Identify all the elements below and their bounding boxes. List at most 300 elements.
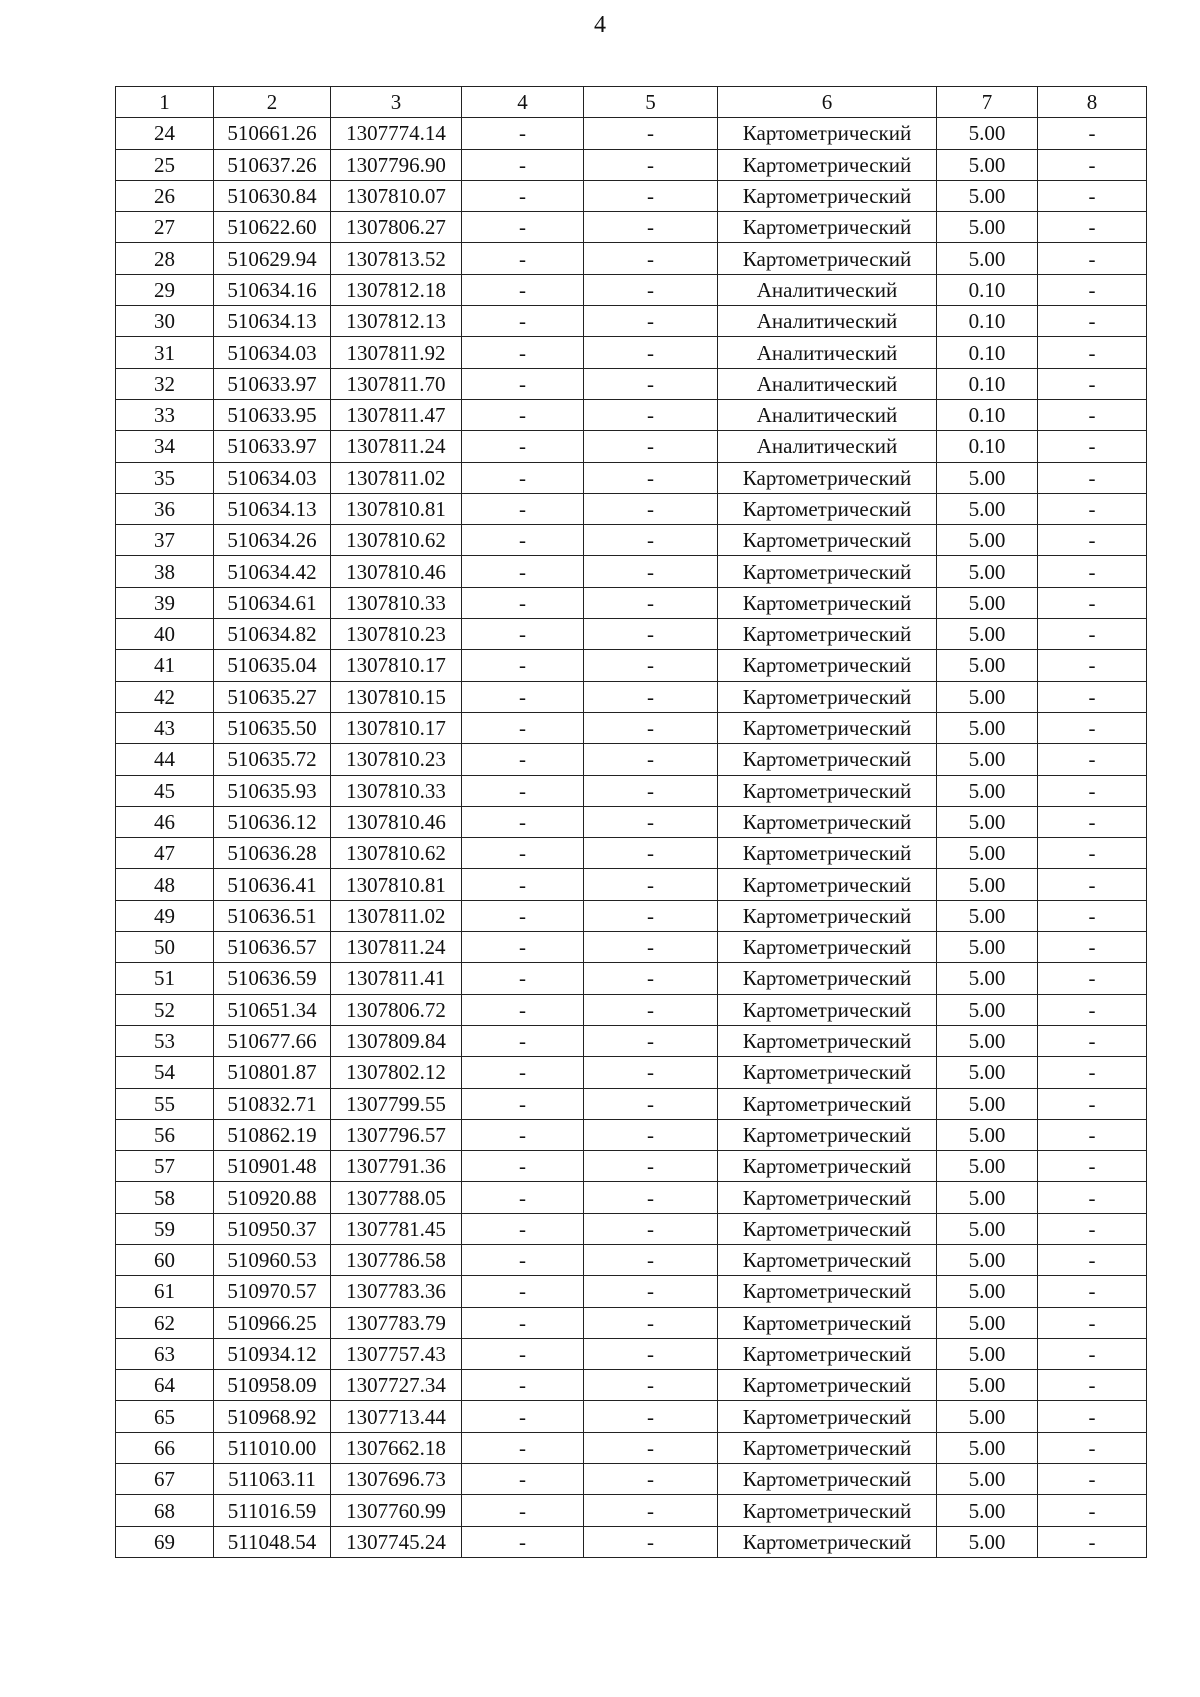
method-cell: Картометрический xyxy=(718,712,937,743)
column-5-cell: - xyxy=(584,712,718,743)
table-row xyxy=(116,1119,1147,1150)
column-4-cell: - xyxy=(462,1182,584,1213)
method-cell: Картометрический xyxy=(718,650,937,681)
accuracy-cell: 5.00 xyxy=(937,1401,1038,1432)
y-coordinate-cell: 1307745.24 xyxy=(331,1526,462,1557)
method-cell: Картометрический xyxy=(718,556,937,587)
y-coordinate-cell: 1307788.05 xyxy=(331,1182,462,1213)
method-cell: Картометрический xyxy=(718,1307,937,1338)
column-4-cell: - xyxy=(462,493,584,524)
y-coordinate-cell: 1307810.17 xyxy=(331,650,462,681)
x-coordinate-cell: 511063.11 xyxy=(214,1464,331,1495)
table-row xyxy=(116,149,1147,180)
column-5-cell: - xyxy=(584,1401,718,1432)
column-5-cell: - xyxy=(584,1432,718,1463)
y-coordinate-cell: 1307796.90 xyxy=(331,149,462,180)
table-row xyxy=(116,712,1147,743)
column-5-cell: - xyxy=(584,212,718,243)
column-8-cell: - xyxy=(1038,1151,1147,1182)
y-coordinate-cell: 1307810.81 xyxy=(331,493,462,524)
accuracy-cell: 5.00 xyxy=(937,1151,1038,1182)
column-4-cell: - xyxy=(462,274,584,305)
x-coordinate-cell: 510635.27 xyxy=(214,681,331,712)
table-row xyxy=(116,963,1147,994)
y-coordinate-cell: 1307662.18 xyxy=(331,1432,462,1463)
column-8-cell: - xyxy=(1038,1401,1147,1432)
accuracy-cell: 0.10 xyxy=(937,306,1038,337)
accuracy-cell: 5.00 xyxy=(937,1432,1038,1463)
method-cell: Аналитический xyxy=(718,368,937,399)
column-5-cell: - xyxy=(584,1182,718,1213)
method-cell: Картометрический xyxy=(718,212,937,243)
x-coordinate-cell: 511016.59 xyxy=(214,1495,331,1526)
column-4-cell: - xyxy=(462,1213,584,1244)
point-number-cell: 57 xyxy=(116,1151,214,1182)
accuracy-cell: 5.00 xyxy=(937,963,1038,994)
y-coordinate-cell: 1307783.79 xyxy=(331,1307,462,1338)
table-row xyxy=(116,1307,1147,1338)
column-4-cell: - xyxy=(462,963,584,994)
method-cell: Картометрический xyxy=(718,493,937,524)
column-8-cell: - xyxy=(1038,118,1147,149)
y-coordinate-cell: 1307810.23 xyxy=(331,619,462,650)
point-number-cell: 67 xyxy=(116,1464,214,1495)
column-4-cell: - xyxy=(462,619,584,650)
point-number-cell: 61 xyxy=(116,1276,214,1307)
table-row xyxy=(116,744,1147,775)
column-8-cell: - xyxy=(1038,963,1147,994)
point-number-cell: 24 xyxy=(116,118,214,149)
table-row xyxy=(116,1276,1147,1307)
y-coordinate-cell: 1307791.36 xyxy=(331,1151,462,1182)
table-row xyxy=(116,838,1147,869)
column-8-cell: - xyxy=(1038,681,1147,712)
method-cell: Картометрический xyxy=(718,1151,937,1182)
column-5-cell: - xyxy=(584,1025,718,1056)
accuracy-cell: 5.00 xyxy=(937,462,1038,493)
x-coordinate-cell: 510636.28 xyxy=(214,838,331,869)
column-8-cell: - xyxy=(1038,1119,1147,1150)
column-4-cell: - xyxy=(462,1526,584,1557)
method-cell: Картометрический xyxy=(718,1057,937,1088)
table-row xyxy=(116,1338,1147,1369)
y-coordinate-cell: 1307727.34 xyxy=(331,1370,462,1401)
table-row xyxy=(116,1495,1147,1526)
x-coordinate-cell: 510634.42 xyxy=(214,556,331,587)
table-row xyxy=(116,118,1147,149)
table-body xyxy=(116,118,1147,1558)
table-row xyxy=(116,368,1147,399)
column-4-cell: - xyxy=(462,744,584,775)
method-cell: Картометрический xyxy=(718,1495,937,1526)
accuracy-cell: 5.00 xyxy=(937,1464,1038,1495)
column-5-cell: - xyxy=(584,149,718,180)
table-row xyxy=(116,1432,1147,1463)
point-number-cell: 69 xyxy=(116,1526,214,1557)
column-5-cell: - xyxy=(584,1464,718,1495)
column-5-cell: - xyxy=(584,1119,718,1150)
column-8-cell: - xyxy=(1038,149,1147,180)
column-5-cell: - xyxy=(584,306,718,337)
column-5-cell: - xyxy=(584,619,718,650)
point-number-cell: 56 xyxy=(116,1119,214,1150)
method-cell: Картометрический xyxy=(718,587,937,618)
x-coordinate-cell: 510634.03 xyxy=(214,462,331,493)
accuracy-cell: 0.10 xyxy=(937,431,1038,462)
accuracy-cell: 0.10 xyxy=(937,368,1038,399)
point-number-cell: 29 xyxy=(116,274,214,305)
column-8-cell: - xyxy=(1038,869,1147,900)
column-4-cell: - xyxy=(462,1057,584,1088)
method-cell: Картометрический xyxy=(718,775,937,806)
y-coordinate-cell: 1307806.72 xyxy=(331,994,462,1025)
point-number-cell: 49 xyxy=(116,900,214,931)
column-4-cell: - xyxy=(462,462,584,493)
column-8-cell: - xyxy=(1038,1182,1147,1213)
column-8-cell: - xyxy=(1038,1526,1147,1557)
column-5-cell: - xyxy=(584,744,718,775)
point-number-cell: 63 xyxy=(116,1338,214,1369)
accuracy-cell: 5.00 xyxy=(937,556,1038,587)
column-8-cell: - xyxy=(1038,180,1147,211)
column-8-cell: - xyxy=(1038,806,1147,837)
x-coordinate-cell: 510801.87 xyxy=(214,1057,331,1088)
x-coordinate-cell: 510636.51 xyxy=(214,900,331,931)
column-8-cell: - xyxy=(1038,556,1147,587)
table-row xyxy=(116,681,1147,712)
point-number-cell: 54 xyxy=(116,1057,214,1088)
column-4-cell: - xyxy=(462,1495,584,1526)
y-coordinate-cell: 1307811.02 xyxy=(331,900,462,931)
column-4-cell: - xyxy=(462,556,584,587)
column-8-cell: - xyxy=(1038,1370,1147,1401)
x-coordinate-cell: 510635.04 xyxy=(214,650,331,681)
point-number-cell: 38 xyxy=(116,556,214,587)
method-cell: Аналитический xyxy=(718,274,937,305)
column-5-cell: - xyxy=(584,1307,718,1338)
column-5-cell: - xyxy=(584,1244,718,1275)
table-row xyxy=(116,1025,1147,1056)
accuracy-cell: 5.00 xyxy=(937,1370,1038,1401)
column-4-cell: - xyxy=(462,243,584,274)
column-5-cell: - xyxy=(584,838,718,869)
column-4-cell: - xyxy=(462,712,584,743)
column-4-cell: - xyxy=(462,1276,584,1307)
column-5-cell: - xyxy=(584,462,718,493)
x-coordinate-cell: 510950.37 xyxy=(214,1213,331,1244)
accuracy-cell: 5.00 xyxy=(937,619,1038,650)
x-coordinate-cell: 510970.57 xyxy=(214,1276,331,1307)
y-coordinate-cell: 1307781.45 xyxy=(331,1213,462,1244)
accuracy-cell: 5.00 xyxy=(937,118,1038,149)
point-number-cell: 34 xyxy=(116,431,214,462)
column-5-cell: - xyxy=(584,900,718,931)
column-8-cell: - xyxy=(1038,744,1147,775)
column-5-cell: - xyxy=(584,1338,718,1369)
method-cell: Аналитический xyxy=(718,337,937,368)
column-4-cell: - xyxy=(462,180,584,211)
column-4-cell: - xyxy=(462,431,584,462)
accuracy-cell: 5.00 xyxy=(937,1088,1038,1119)
accuracy-cell: 5.00 xyxy=(937,838,1038,869)
point-number-cell: 39 xyxy=(116,587,214,618)
accuracy-cell: 5.00 xyxy=(937,744,1038,775)
column-4-cell: - xyxy=(462,149,584,180)
method-cell: Картометрический xyxy=(718,1432,937,1463)
method-cell: Картометрический xyxy=(718,1182,937,1213)
point-number-cell: 26 xyxy=(116,180,214,211)
x-coordinate-cell: 510960.53 xyxy=(214,1244,331,1275)
column-8-cell: - xyxy=(1038,1244,1147,1275)
point-number-cell: 59 xyxy=(116,1213,214,1244)
accuracy-cell: 5.00 xyxy=(937,1119,1038,1150)
column-8-cell: - xyxy=(1038,1025,1147,1056)
table-row xyxy=(116,932,1147,963)
y-coordinate-cell: 1307810.33 xyxy=(331,587,462,618)
point-number-cell: 46 xyxy=(116,806,214,837)
accuracy-cell: 0.10 xyxy=(937,337,1038,368)
column-5-cell: - xyxy=(584,525,718,556)
column-4-cell: - xyxy=(462,838,584,869)
column-8-cell: - xyxy=(1038,900,1147,931)
accuracy-cell: 5.00 xyxy=(937,525,1038,556)
x-coordinate-cell: 510633.97 xyxy=(214,431,331,462)
point-number-cell: 55 xyxy=(116,1088,214,1119)
method-cell: Картометрический xyxy=(718,932,937,963)
column-4-cell: - xyxy=(462,337,584,368)
column-header: 3 xyxy=(331,87,462,118)
column-4-cell: - xyxy=(462,994,584,1025)
x-coordinate-cell: 510633.95 xyxy=(214,399,331,430)
point-number-cell: 45 xyxy=(116,775,214,806)
column-4-cell: - xyxy=(462,900,584,931)
table-row xyxy=(116,650,1147,681)
point-number-cell: 28 xyxy=(116,243,214,274)
x-coordinate-cell: 510634.13 xyxy=(214,493,331,524)
column-4-cell: - xyxy=(462,806,584,837)
table-row xyxy=(116,619,1147,650)
column-5-cell: - xyxy=(584,1151,718,1182)
y-coordinate-cell: 1307713.44 xyxy=(331,1401,462,1432)
column-8-cell: - xyxy=(1038,1307,1147,1338)
x-coordinate-cell: 510920.88 xyxy=(214,1182,331,1213)
accuracy-cell: 5.00 xyxy=(937,775,1038,806)
accuracy-cell: 5.00 xyxy=(937,994,1038,1025)
column-5-cell: - xyxy=(584,556,718,587)
method-cell: Картометрический xyxy=(718,462,937,493)
column-4-cell: - xyxy=(462,1307,584,1338)
y-coordinate-cell: 1307810.46 xyxy=(331,556,462,587)
method-cell: Картометрический xyxy=(718,1338,937,1369)
accuracy-cell: 5.00 xyxy=(937,149,1038,180)
column-header: 2 xyxy=(214,87,331,118)
table-row xyxy=(116,1151,1147,1182)
accuracy-cell: 5.00 xyxy=(937,1244,1038,1275)
column-4-cell: - xyxy=(462,1370,584,1401)
column-8-cell: - xyxy=(1038,368,1147,399)
x-coordinate-cell: 510635.93 xyxy=(214,775,331,806)
column-5-cell: - xyxy=(584,775,718,806)
column-8-cell: - xyxy=(1038,1464,1147,1495)
x-coordinate-cell: 510966.25 xyxy=(214,1307,331,1338)
accuracy-cell: 5.00 xyxy=(937,587,1038,618)
method-cell: Картометрический xyxy=(718,118,937,149)
point-number-cell: 52 xyxy=(116,994,214,1025)
column-5-cell: - xyxy=(584,493,718,524)
point-number-cell: 42 xyxy=(116,681,214,712)
column-8-cell: - xyxy=(1038,775,1147,806)
column-4-cell: - xyxy=(462,650,584,681)
x-coordinate-cell: 510629.94 xyxy=(214,243,331,274)
y-coordinate-cell: 1307696.73 xyxy=(331,1464,462,1495)
x-coordinate-cell: 510636.41 xyxy=(214,869,331,900)
method-cell: Картометрический xyxy=(718,869,937,900)
x-coordinate-cell: 510901.48 xyxy=(214,1151,331,1182)
y-coordinate-cell: 1307810.07 xyxy=(331,180,462,211)
column-4-cell: - xyxy=(462,1025,584,1056)
y-coordinate-cell: 1307812.13 xyxy=(331,306,462,337)
table-row xyxy=(116,1401,1147,1432)
column-4-cell: - xyxy=(462,399,584,430)
accuracy-cell: 5.00 xyxy=(937,869,1038,900)
x-coordinate-cell: 510832.71 xyxy=(214,1088,331,1119)
column-header: 4 xyxy=(462,87,584,118)
column-4-cell: - xyxy=(462,1401,584,1432)
x-coordinate-cell: 511048.54 xyxy=(214,1526,331,1557)
column-8-cell: - xyxy=(1038,587,1147,618)
accuracy-cell: 5.00 xyxy=(937,1276,1038,1307)
column-header: 8 xyxy=(1038,87,1147,118)
accuracy-cell: 5.00 xyxy=(937,900,1038,931)
column-8-cell: - xyxy=(1038,212,1147,243)
table-row xyxy=(116,337,1147,368)
method-cell: Картометрический xyxy=(718,525,937,556)
y-coordinate-cell: 1307811.41 xyxy=(331,963,462,994)
point-number-cell: 37 xyxy=(116,525,214,556)
y-coordinate-cell: 1307810.33 xyxy=(331,775,462,806)
point-number-cell: 27 xyxy=(116,212,214,243)
table-row xyxy=(116,243,1147,274)
table-row xyxy=(116,994,1147,1025)
column-header: 1 xyxy=(116,87,214,118)
point-number-cell: 60 xyxy=(116,1244,214,1275)
y-coordinate-cell: 1307811.70 xyxy=(331,368,462,399)
column-5-cell: - xyxy=(584,869,718,900)
accuracy-cell: 5.00 xyxy=(937,243,1038,274)
column-5-cell: - xyxy=(584,1057,718,1088)
point-number-cell: 31 xyxy=(116,337,214,368)
table-row xyxy=(116,806,1147,837)
column-5-cell: - xyxy=(584,274,718,305)
x-coordinate-cell: 510934.12 xyxy=(214,1338,331,1369)
column-4-cell: - xyxy=(462,306,584,337)
column-8-cell: - xyxy=(1038,1432,1147,1463)
table-row xyxy=(116,869,1147,900)
x-coordinate-cell: 510635.72 xyxy=(214,744,331,775)
column-5-cell: - xyxy=(584,932,718,963)
table-row xyxy=(116,306,1147,337)
x-coordinate-cell: 510634.26 xyxy=(214,525,331,556)
y-coordinate-cell: 1307760.99 xyxy=(331,1495,462,1526)
table-row xyxy=(116,399,1147,430)
y-coordinate-cell: 1307774.14 xyxy=(331,118,462,149)
table-row xyxy=(116,1526,1147,1557)
table-row xyxy=(116,1370,1147,1401)
point-number-cell: 58 xyxy=(116,1182,214,1213)
y-coordinate-cell: 1307806.27 xyxy=(331,212,462,243)
accuracy-cell: 5.00 xyxy=(937,1025,1038,1056)
y-coordinate-cell: 1307811.47 xyxy=(331,399,462,430)
method-cell: Картометрический xyxy=(718,619,937,650)
column-8-cell: - xyxy=(1038,1057,1147,1088)
column-8-cell: - xyxy=(1038,650,1147,681)
y-coordinate-cell: 1307810.23 xyxy=(331,744,462,775)
accuracy-cell: 5.00 xyxy=(937,1307,1038,1338)
column-header: 6 xyxy=(718,87,937,118)
table-row xyxy=(116,212,1147,243)
x-coordinate-cell: 510636.57 xyxy=(214,932,331,963)
page-number: 4 xyxy=(594,12,606,38)
point-number-cell: 41 xyxy=(116,650,214,681)
column-5-cell: - xyxy=(584,118,718,149)
method-cell: Картометрический xyxy=(718,1244,937,1275)
coordinates-table xyxy=(115,86,1147,1558)
method-cell: Картометрический xyxy=(718,1370,937,1401)
table-row xyxy=(116,1244,1147,1275)
column-4-cell: - xyxy=(462,1119,584,1150)
y-coordinate-cell: 1307810.81 xyxy=(331,869,462,900)
method-cell: Картометрический xyxy=(718,806,937,837)
method-cell: Картометрический xyxy=(718,838,937,869)
column-8-cell: - xyxy=(1038,399,1147,430)
point-number-cell: 35 xyxy=(116,462,214,493)
column-4-cell: - xyxy=(462,869,584,900)
table-row xyxy=(116,1088,1147,1119)
column-4-cell: - xyxy=(462,212,584,243)
column-8-cell: - xyxy=(1038,306,1147,337)
x-coordinate-cell: 510958.09 xyxy=(214,1370,331,1401)
method-cell: Картометрический xyxy=(718,1276,937,1307)
x-coordinate-cell: 510634.82 xyxy=(214,619,331,650)
column-5-cell: - xyxy=(584,337,718,368)
column-4-cell: - xyxy=(462,1151,584,1182)
column-5-cell: - xyxy=(584,368,718,399)
column-4-cell: - xyxy=(462,1432,584,1463)
column-4-cell: - xyxy=(462,775,584,806)
x-coordinate-cell: 510633.97 xyxy=(214,368,331,399)
x-coordinate-cell: 510636.59 xyxy=(214,963,331,994)
x-coordinate-cell: 510636.12 xyxy=(214,806,331,837)
y-coordinate-cell: 1307810.46 xyxy=(331,806,462,837)
column-4-cell: - xyxy=(462,1088,584,1119)
column-5-cell: - xyxy=(584,587,718,618)
column-5-cell: - xyxy=(584,1495,718,1526)
column-8-cell: - xyxy=(1038,337,1147,368)
point-number-cell: 51 xyxy=(116,963,214,994)
column-5-cell: - xyxy=(584,963,718,994)
column-4-cell: - xyxy=(462,587,584,618)
point-number-cell: 48 xyxy=(116,869,214,900)
column-8-cell: - xyxy=(1038,493,1147,524)
accuracy-cell: 5.00 xyxy=(937,180,1038,211)
column-8-cell: - xyxy=(1038,431,1147,462)
x-coordinate-cell: 510634.61 xyxy=(214,587,331,618)
column-5-cell: - xyxy=(584,1526,718,1557)
method-cell: Картометрический xyxy=(718,180,937,211)
accuracy-cell: 5.00 xyxy=(937,1526,1038,1557)
y-coordinate-cell: 1307757.43 xyxy=(331,1338,462,1369)
point-number-cell: 40 xyxy=(116,619,214,650)
